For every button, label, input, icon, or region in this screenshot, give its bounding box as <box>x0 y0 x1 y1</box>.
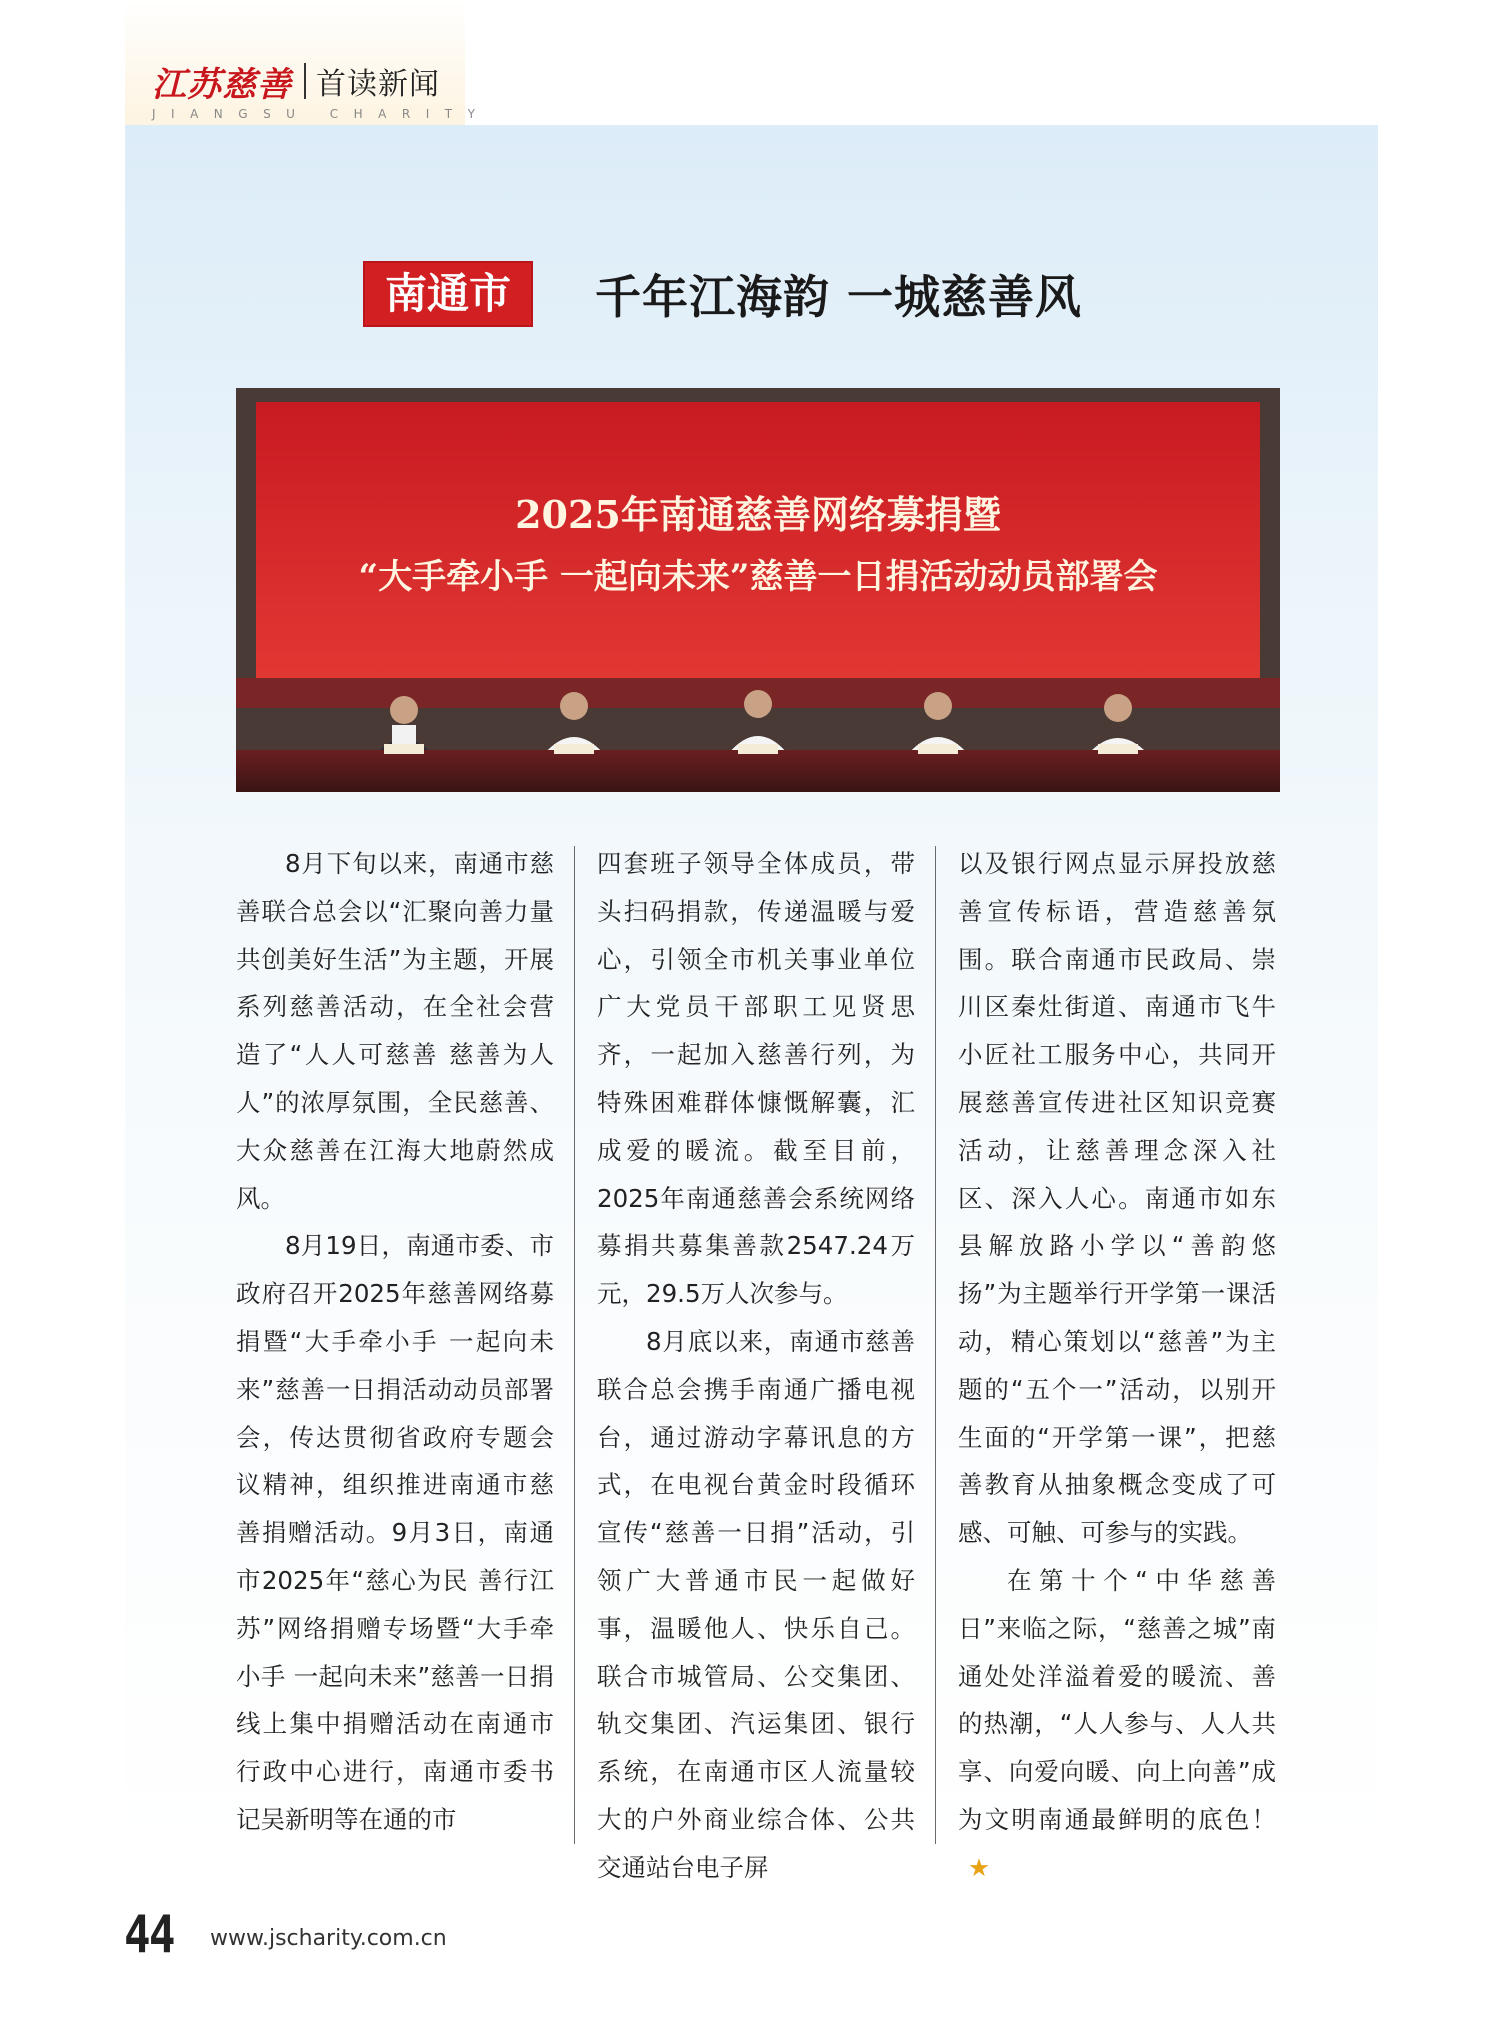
paragraph: 8月下旬以来，南通市慈善联合总会以“汇聚向善力量 共创美好生活”为主题，开展系列慈善活动，在全社会营造了“人人可慈善 慈善为人人”的浓厚氛围，全民慈善、大众慈善在江海大地蔚然成风。 <box>236 849 554 1213</box>
end-star-icon: ★ <box>968 1852 990 1882</box>
article-column-2 <box>597 840 915 1892</box>
masthead-divider <box>304 63 306 99</box>
column-divider <box>574 846 575 1844</box>
masthead <box>152 56 440 106</box>
banner-line-2: “大手牵小手 一起向未来”慈善一日捐活动动员部署会 <box>358 557 1158 597</box>
column-divider <box>935 846 936 1844</box>
article-column-1 <box>236 840 554 1844</box>
article-column-3 <box>958 840 1276 1892</box>
city-badge: 南通市 <box>363 261 533 327</box>
banner-line-1: 2025年南通慈善网络募捐暨 <box>515 492 1001 537</box>
paragraph: 8月底以来，南通市慈善联合总会携手南通广播电视台，通过游动字幕讯息的方式，在电视台黄金时段循环宣传“慈善一日捐”活动，引领广大普通市民一起做好事，温暖他人、快乐自己。联合市城管局、公交集团、轨交集团、汽运集团、银行系统，在南通市区人流量较大的户外商业综合体、公共交通站台电子屏 <box>597 1326 915 1882</box>
paragraph: 8月19日，南通市委、市政府召开2025年慈善网络募捐暨“大手牵小手 一起向未来”慈善一日捐活动动员部署会，传达贯彻省政府专题会议精神，组织推进南通市慈善捐赠活动。9月3日，南通市2025年“慈心为民 善行江苏”网络捐赠专场暨“大手牵小手 一起向未来”慈善一日捐线上集中捐赠活动在南通市行政中心进行，南通市委书记吴新明等在通的市 <box>236 1231 554 1834</box>
page-number: 44 <box>124 1905 174 1965</box>
paragraph-final <box>958 1557 1276 1892</box>
brand-english: JIANGSU CHARITY <box>152 107 491 121</box>
paragraph-text: 在第十个“中华慈善日”来临之际，“慈善之城”南通处处洋溢着爱的暖流、善的热潮，“人人参与、人人共享、向爱向暖、向上向善”成为文明南通最鲜明的底色！ <box>958 1565 1276 1834</box>
article-headline: 千年江海韵 一城慈善风 <box>595 270 1083 324</box>
section-name: 首读新闻 <box>316 67 440 102</box>
brand-logo: 江苏慈善 <box>152 64 292 105</box>
website-url: www.jscharity.com.cn <box>210 1926 447 1951</box>
article-title-row <box>363 261 1082 327</box>
red-screen <box>256 402 1260 702</box>
paragraph: 以及银行网点显示屏投放慈善宣传标语，营造慈善氛围。联合南通市民政局、崇川区秦灶街道、南通市飞牛小匠社工服务中心，共同开展慈善宣传进社区知识竞赛活动，让慈善理念深入社区、深入人心。南通市如东县解放路小学以“善韵悠扬”为主题举行开学第一课活动，精心策划以“慈善”为主题的“五个一”活动，以别开生面的“开学第一课”，把慈善教育从抽象概念变成了可感、可触、可参与的实践。 <box>958 849 1276 1548</box>
paragraph: 四套班子领导全体成员，带头扫码捐款，传递温暖与爱心，引领全市机关事业单位广大党员干部职工见贤思齐，一起加入慈善行列，为特殊困难群体慷慨解囊，汇成爱的暖流。截至目前，2025年南通慈善会系统网络募捐共募集善款2547.24万元，29.5万人次参与。 <box>597 849 915 1309</box>
meeting-photo <box>236 388 1280 792</box>
meeting-table <box>236 750 1280 792</box>
